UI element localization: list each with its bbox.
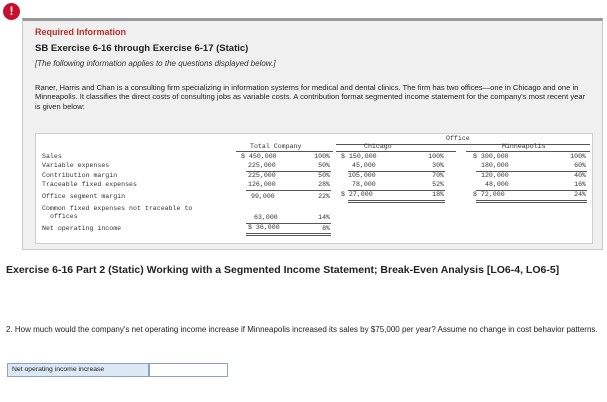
cell-chicago-pct: 30% <box>432 162 444 169</box>
cell-total-pct: 100% <box>314 153 330 160</box>
cell-minneapolis-pct: 24% <box>574 191 586 198</box>
required-information-heading: Required Information <box>35 27 127 37</box>
common-fixed-pct: 14% <box>318 214 330 221</box>
col-minneapolis: Minneapolis <box>502 143 546 150</box>
col-chicago: Chicago <box>364 143 392 150</box>
row-label: Variable expenses <box>42 162 110 169</box>
cell-minneapolis: $ 72,000 <box>473 191 505 198</box>
info-note: [The following information applies to the questions displayed below.] <box>35 59 276 68</box>
cell-total-pct: 22% <box>318 193 330 200</box>
cell-minneapolis: 120,000 <box>481 172 509 179</box>
cell-minneapolis: 180,000 <box>481 162 509 169</box>
cell-chicago: 45,000 <box>352 162 376 169</box>
cell-chicago: $ 150,000 <box>341 153 377 160</box>
net-operating-income-increase-input[interactable] <box>149 363 228 377</box>
exercise-part-title: Exercise 6-16 Part 2 (Static) Working with a Segmented Income Statement; Break-Even Analysis [LO6-4, LO6-5] <box>6 264 560 276</box>
cell-total: 225,000 <box>248 162 276 169</box>
net-income-pct: 8% <box>322 225 330 232</box>
cell-total-pct: 28% <box>318 181 330 188</box>
row-label: Contribution margin <box>42 172 118 179</box>
cell-chicago-pct: 70% <box>432 172 444 179</box>
net-income-total: $ 36,000 <box>248 224 280 231</box>
common-fixed-label: Common fixed expenses not traceable to <box>42 205 193 212</box>
cell-chicago-pct: 100% <box>428 153 444 160</box>
cell-total-pct: 50% <box>318 162 330 169</box>
cell-minneapolis: 48,000 <box>485 181 509 188</box>
answer-label: Net operating income increase <box>7 363 149 377</box>
row-label: Sales <box>42 153 62 160</box>
cell-chicago-pct: 18% <box>432 191 444 198</box>
cell-minneapolis: $ 300,000 <box>473 153 509 160</box>
cell-chicago-pct: 52% <box>432 181 444 188</box>
net-income-label: Net operating income <box>42 225 122 232</box>
cell-chicago: 105,000 <box>348 172 376 179</box>
segmented-income-statement <box>35 133 593 244</box>
cell-total: 126,000 <box>248 181 276 188</box>
question-text: 2. How much would the company's net operating income increase if Minneapolis increased its sales by $75,000 per year? Assume no change in cost behavior patterns. <box>6 325 598 334</box>
info-paragraph: Raner, Harris and Chan is a consulting firm specializing in information systems for medical and dental clinics. The firm has two offices—one in Chicago and one in Minneapolis. It classifies the direct costs of consulting jobs as variable costs. A contribution format segmented income statement for the company's most recent year is given below: <box>35 83 586 111</box>
exercise-heading: SB Exercise 6-16 through Exercise 6-17 (Static) <box>35 43 249 54</box>
cell-minneapolis-pct: 100% <box>570 153 586 160</box>
cell-minneapolis-pct: 60% <box>574 162 586 169</box>
row-label: Office segment margin <box>42 193 126 200</box>
cell-total-pct: 50% <box>318 172 330 179</box>
cell-total: 99,000 <box>251 193 275 200</box>
common-fixed-total: 63,000 <box>254 214 278 221</box>
required-information-panel <box>22 18 603 250</box>
cell-minneapolis-pct: 40% <box>574 172 586 179</box>
cell-total: 225,000 <box>248 172 276 179</box>
common-fixed-label-cont: offices <box>50 213 78 220</box>
cell-chicago: 78,000 <box>352 181 376 188</box>
cell-total: $ 450,000 <box>241 153 277 160</box>
office-header: Office <box>446 135 470 142</box>
col-total-company: Total Company <box>250 143 302 150</box>
cell-minneapolis-pct: 16% <box>574 181 586 188</box>
alert-icon: ! <box>3 3 20 20</box>
row-label: Traceable fixed expenses <box>42 181 137 188</box>
cell-chicago: $ 27,000 <box>341 191 373 198</box>
